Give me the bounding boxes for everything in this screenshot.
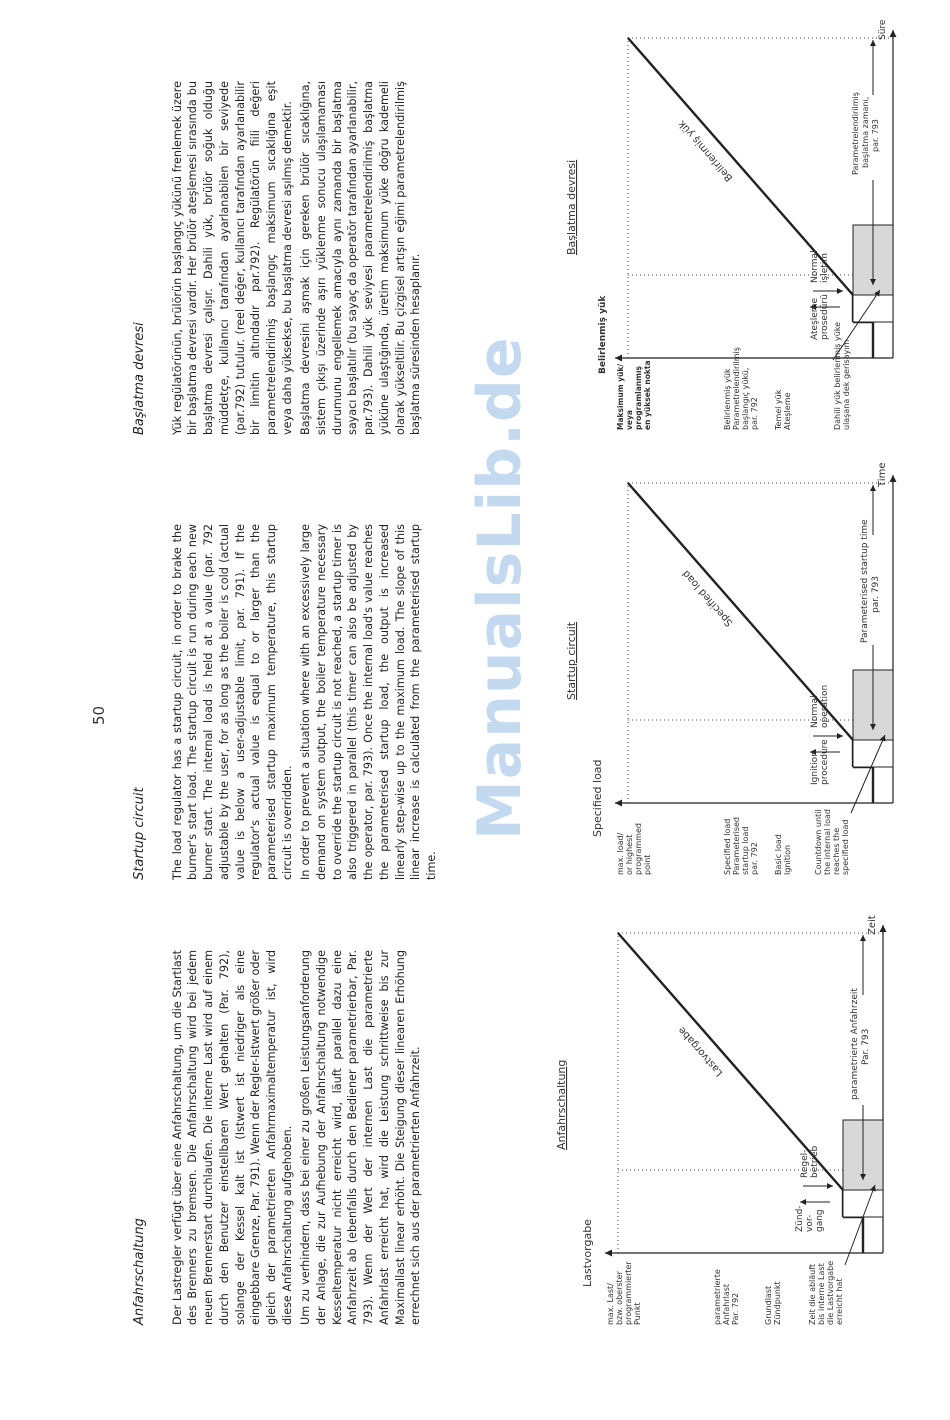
diagram-german xyxy=(545,905,915,1325)
x-axis-label: Time xyxy=(877,462,888,487)
normal-operation-label: Normal operation xyxy=(810,684,830,728)
y-axis-label: Specified load xyxy=(591,759,604,837)
x-axis-label: Zeit xyxy=(867,915,878,935)
y-axis-label: Belirlenmiş yük xyxy=(598,295,608,374)
paragraph-turkish-2: Başlatma devresini aşmak için gereken brülör sıcaklığına, sistem çıkışı üzerinde aşırı yüklenme sonucu ulaşılamaması durumunu engellemek amacıyla aynı zamanda bir başlatma sayacı başlatılır (bu sayaç da operatör tarafından ayarlanabilir, par.793). Dahili yük seviyesi parametrelendirilmiş başlatma yüküne ulaştığında, üretim maksimum yüke doğru kademeli olarak yükseltilir. Bu çizgisel artışın eğimi parametrelendirilmiş başlatma süresinden hesaplanır. xyxy=(299,81,423,435)
paragraph-turkish-1: Yük regülatörünün, brülörün başlangıç yükünü frenlemek üzere bir başlatma devresi vardır. Her brülör ateşlemesi sırasında bu başlatma devresi çalışır. Dahili yük, brülör soğuk olduğu müddetçe, kullanıcı tarafından ayarlanabilen bir seviyede (par.792) tutulur. (reel değer, kullanıcı tarafından ayarlanabilir bir limitin altındadır par.792). Regülatörün fiili değeri parametrelendirilmiş başlangıç maksimum sıcaklığına eşit veya daha yüksekse, bu başlatma devresi aşılmış demektir. xyxy=(170,81,294,435)
y-axis-label: Lastvorgabe xyxy=(581,1219,594,1287)
x-axis-label: Süre xyxy=(878,19,888,40)
max-load-label: Maksimum yük/ veya programlanmış en yüksek nokta xyxy=(616,360,652,430)
max-load-label: max. load/ or highest programmed point xyxy=(616,823,652,875)
basic-load-label: Basic load Ignition xyxy=(774,834,792,875)
ignition-box xyxy=(843,1190,883,1217)
ignition-box xyxy=(853,295,893,322)
line-label: Specified load xyxy=(680,567,736,629)
heading-german: Anfahrschaltung xyxy=(132,1218,147,1325)
start-load-label: Belirlenmiş yük Parametrelendirilmiş başlangıç yükü, par. 792 xyxy=(723,347,759,430)
startup-time-label: parametrierte Anfahrzeit Par. 793 xyxy=(850,988,871,1100)
watermark: ManualsLib.de xyxy=(465,336,535,840)
diagram-english xyxy=(555,455,925,875)
ignition-label: Ateşleme prosedürü xyxy=(810,294,830,340)
column-turkish xyxy=(132,81,427,435)
startup-time-label: Parameterised startup time par. 793 xyxy=(860,519,881,643)
ignition-label: Zünd- vor- gang xyxy=(795,1205,825,1232)
countdown-label: Dahili yük belirlenmiş yüke ulaşana dek gerisayım xyxy=(833,321,851,430)
column-english xyxy=(132,524,443,880)
countdown-label: Zeit die abläuft bis interne Last die Lastvorgabe erreicht hat xyxy=(808,1260,844,1325)
normal-operation-label: Normal işletim xyxy=(810,250,830,283)
normal-operation-label: Regel- betrieb xyxy=(800,1145,820,1178)
start-load-label: Specified load Parameterised startup load par. 792 xyxy=(723,816,759,875)
startup-time-label: Parametrelendirilmiş başlatma zamanı, par. 793 xyxy=(851,92,880,175)
paragraph-english-1: The load regulator has a startup circuit, in order to brake the burner's start load. The startup circuit is run during each new burner start. The internal load is held at a value (par. 792 adjustable by the user, for as long as the boiler is cold (actual value is below a user-adjustable limit, par. 791). If the regulator's actual value is equal to or larger than the parameterised startup maximum temperature, this startup circuit is overridden. xyxy=(170,524,294,880)
diagram-title: Startup circuit xyxy=(565,621,578,700)
page-number: 50 xyxy=(90,705,108,725)
diagram-title: Başlatma devresi xyxy=(565,159,578,255)
column-german xyxy=(132,950,427,1325)
diagram-title: Anfahrschaltung xyxy=(555,1059,568,1150)
paragraph-english-2: In order to prevent a situation where with an excessively large demand on system output, the boiler temperature necessary to override the startup circuit is not reached, a startup timer is also triggered in parallel (this timer can also be adjusted by the operator, par. 793). Once the internal load's value reaches the parameterised startup load, the output is increased linearly step-wise up to the maximum load. The slope of this linear increase is calculated from the parameterised startup time. xyxy=(299,524,438,880)
countdown-label: Countdown until the internal load reaches the specified load xyxy=(814,808,850,875)
max-load-label: max. Last/ bzw. oberster programmierter Punkt xyxy=(606,1261,642,1325)
ignition-label: Ignition procedure xyxy=(810,739,830,785)
heading-turkish: Başlatma devresi xyxy=(132,322,147,435)
line-label: Belirlenmiş yük xyxy=(676,117,736,184)
paragraph-german-2: Um zu verhindern, dass bei einer zu großen Leistungsanforderung der Anlage, die zur Aufhebung der Anfahrschaltung notwendige Kesseltemperatur nicht erreicht wird, läuft parallel dazu eine Anfahrzeit ab (ebenfalls durch den Bediener parametrierbar, Par. 793). Wenn der Wert der internen Last die parametrierte Anfahrlast erreicht hat, wird die Leistung schrittweise bis zur Maximallast linear erhöht. Die Steigung dieser linearen Erhöhung errechnet sich aus der parametrierten Anfahrzeit. xyxy=(299,950,423,1325)
diagram-turkish xyxy=(555,10,925,430)
start-load-label: parametrierte Anfahrlast Par. 792 xyxy=(713,1269,740,1325)
heading-english: Startup circuit xyxy=(132,787,147,880)
paragraph-german-1: Der Lastregler verfügt über eine Anfahrschaltung, um die Startlast des Brenners zu bremsen. Die Anfahrschaltung wird bei jedem neuen Brennerstart durchlaufen. Die interne Last wird auf einem durch den Benutzer einstellbaren Wert gehalten (Par. 792), solange der Kessel kalt ist (Istwert ist niedriger als eine eingebbare Grenze, Par. 791). Wenn der Regler-Istwert größer oder gleich der parametrierten Anfahrmaximaltemperatur ist, wird diese Anfahrschaltung aufgehoben. xyxy=(170,950,294,1325)
basic-load-label: Temel yük Ateşleme xyxy=(774,389,792,430)
line-label: Lastvorgabe xyxy=(676,1024,726,1079)
basic-load-label: Grundlast Zündpunkt xyxy=(764,1281,782,1325)
